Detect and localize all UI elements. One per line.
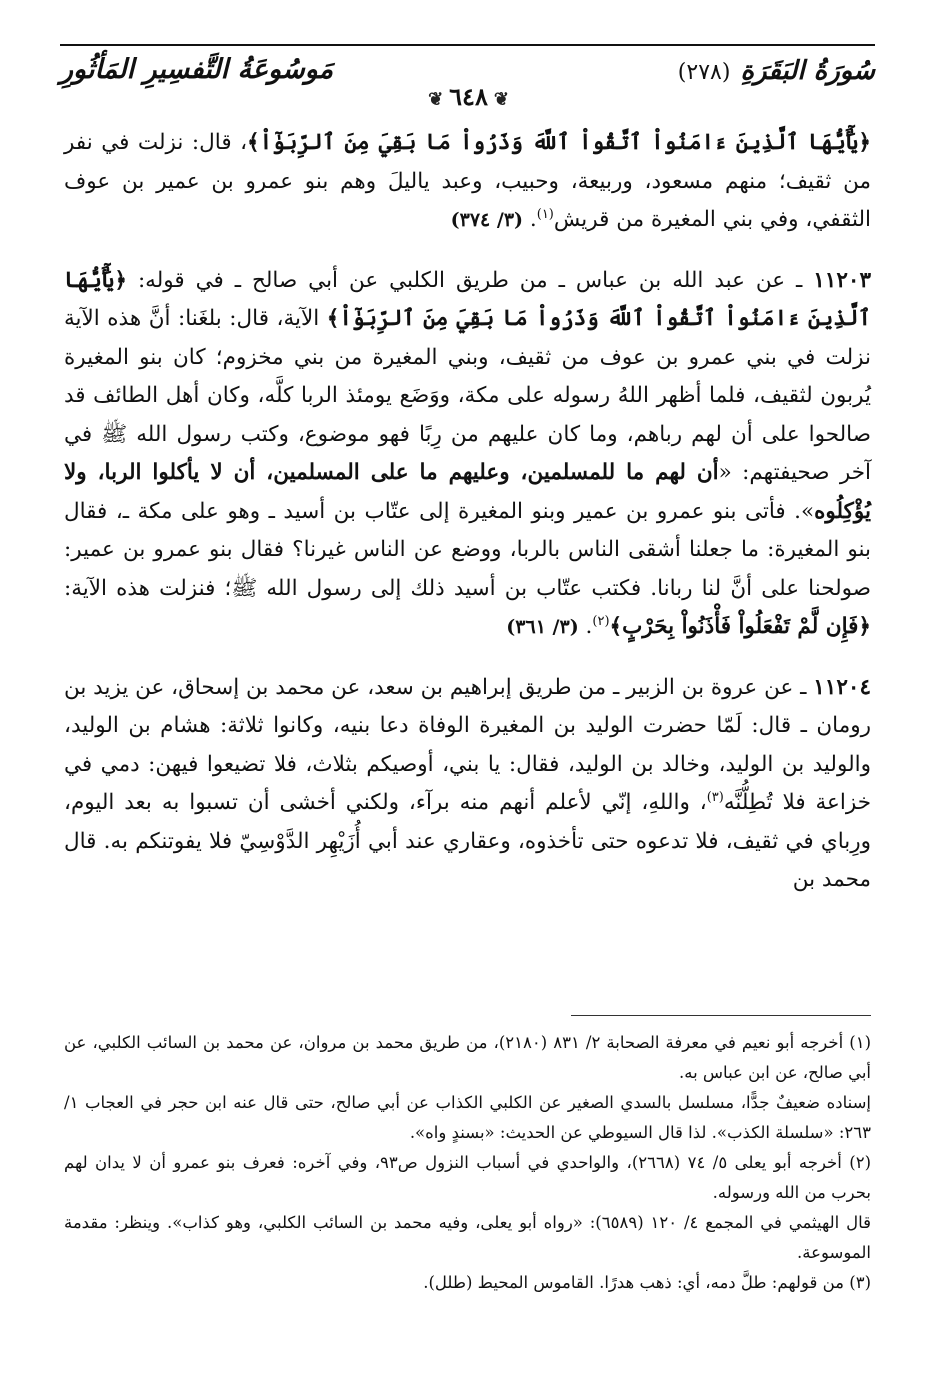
- ornament-right-icon: ❦: [428, 89, 444, 110]
- paragraph-text: ، واللهِ، إنّي لأعلم أنهم منه برآء، ولكني أخشى أن تسبوا به بعد اليوم، ورِباي في ثقيف، فلا تدعوه حتى تأخذوه، وعقاري عند أبي أُزَيْهِر الدَّوْسِيّ فلا يفوتنكم به. قال محمد بن: [64, 790, 871, 892]
- quran-verse: ﴿فَإِن لَّمْ تَفْعَلُواْ فَأْذَنُواْ بِحَرْبٍ﴾: [609, 614, 871, 639]
- main-text: [64, 124, 871, 900]
- paragraph-1: [64, 124, 871, 240]
- volume-reference: (٣/ ٣٦١): [506, 616, 579, 638]
- paragraph-text: ، قال: نزلت في نفر من ثقيف؛ منهم مسعود، وربيعة، وحبيب، وعبد ياليلَ وهم بنو عمرو بن عمير بن عوف الثقفي، وفي بني المغيرة من قريش: [64, 130, 871, 232]
- bold-quote: أن لهم ما للمسلمين، وعليهم ما على المسلمين، أن لا يأكلوا الربا، ولا يُؤْكِلُوه: [64, 460, 871, 524]
- footnote: (٢) أخرجه أبو يعلى ٥/ ٧٤ (٢٦٦٨)، والواحدي في أسباب النزول ص٩٣، وفي آخره: فعرف بنو عمرو أن لا يدان لهم بحرب من الله ورسوله.: [64, 1153, 871, 1202]
- volume-reference: (٣/ ٣٧٤): [450, 209, 524, 231]
- quran-verse: ﴿يَٰٓأَيُّهَا ٱلَّذِينَ ءَامَنُواْ ٱتَّقُواْ ٱللَّهَ وَذَرُواْ مَا بَقِيَ مِنَ ٱلرِّبَوٰٓاْ﴾: [247, 130, 871, 155]
- page-number-box: [408, 82, 529, 111]
- paragraph-text: ». فأتى بنو عمرو بن عمير وبنو المغيرة إلى عتّاب بن أسيد ـ وهو على مكة ـ، فقال بنو المغيرة: ما جعلنا أشقى الناس بالربا، ووضع عن الناس غيرنا؟ فقال بنو عمرو بن عمير: صولحنا على أنَّ لنا ربانا. فكتب عتّاب بن أسيد ذلك إلى رسول الله ﷺ؛ فنزلت هذه الآية:: [64, 498, 871, 601]
- page-number: ٦٤٨: [449, 82, 488, 111]
- paragraph-text: .: [529, 207, 537, 232]
- footnote: (١) أخرجه أبو نعيم في معرفة الصحابة ٢/ ٨٣١ (٢١٨٠)، من طريق محمد بن مروان، عن محمد بن السائب الكلبي، عن أبي صالح، عن ابن عباس به.: [64, 1033, 871, 1082]
- footnote: (٣) من قولهم: طلَّ دمه، أي: ذهب هدرًا. القاموس المحيط (طلل).: [423, 1273, 871, 1292]
- paragraph-text: الآية، قال: بلغَنا: أنَّ هذه الآية نزلت في بني عمرو بن عوف من ثقيف، وبني المغيرة من بني مخزوم؛ كان بنو المغيرة يُربون لثقيف، فلما أظهر اللهُ رسوله على مكة، ووَضَع يومئذ الربا كلَّه، وكان أهل الطائف قد صالحوا على أن لهم رباهم، وما كان عليهم من رِبًا فهو موضوع، وكتب رسول الله ﷺ في آخر صحيفتهم: «: [64, 306, 871, 485]
- paragraph-text: .: [578, 614, 593, 639]
- athar-number: ١١٢٠٤: [813, 674, 871, 700]
- footnote-divider: [571, 1015, 871, 1016]
- athar-number: ١١٢٠٣: [813, 267, 871, 293]
- quran-verse: ﴿يَٰٓأَيُّهَا ٱلَّذِينَ ءَامَنُواْ ٱتَّقُواْ ٱللَّهَ وَذَرُواْ مَا بَقِيَ مِنَ ٱلرِّبَوٰٓاْ﴾: [64, 267, 871, 331]
- footnote: إسناده ضعيفٌ جدًّا، مسلسل بالسدي الصغير عن الكلبي الكذاب عن أبي صالح، حتى قال عنه ابن حجر في العجاب ١/ ٢٦٣: «سلسلة الكذب». لذا قال السيوطي عن الحديث: «بسندٍ واه».: [64, 1093, 871, 1142]
- footnote: قال الهيثمي في المجمع ٤/ ١٢٠ (٦٥٨٩): «رواه أبو يعلى، وفيه محمد بن السائب الكلبي، وهو كذاب». وينظر: مقدمة الموسوعة.: [64, 1213, 871, 1262]
- paragraph-11204: [64, 669, 871, 900]
- paragraph-text: ـ عن عروة بن الزبير ـ من طريق إبراهيم بن سعد، عن محمد بن إسحاق، عن يزيد بن رومان ـ قال: لَمّا حضرت الوليد بن المغيرة الوفاة دعا بنيه، وكانوا ثلاثة: هشام بن الوليد، والوليد بن الوليد، وخالد بن الوليد، فقال: يا بني، أوصيكم بثلاث، فلا تضيعوا فيهن: دمي في خزاعة فلا تُطِلُّنَّه: [64, 674, 872, 815]
- footnote-marker: (٣): [706, 789, 724, 805]
- paragraph-text: ـ عن عبد الله بن عباس ـ من طريق الكلبي عن أبي صالح ـ في قوله:: [127, 267, 814, 293]
- verse-number: (٢٧٨): [677, 60, 731, 85]
- header-rule: [60, 44, 875, 46]
- ornament-left-icon: ❦: [493, 89, 509, 110]
- page-number-row: [0, 84, 937, 113]
- footnote-marker: (٢): [592, 613, 610, 629]
- surah-heading: [678, 56, 875, 86]
- surah-title: سُورَةُ البَقَرَةِ: [740, 56, 875, 86]
- footnotes: [64, 1028, 871, 1298]
- footnote-marker: (١): [536, 206, 554, 222]
- encyclopedia-title: مَوسُوعَةُ التَّفسِيرِ المَأثُورِ: [60, 54, 334, 85]
- paragraph-11203: [64, 262, 871, 647]
